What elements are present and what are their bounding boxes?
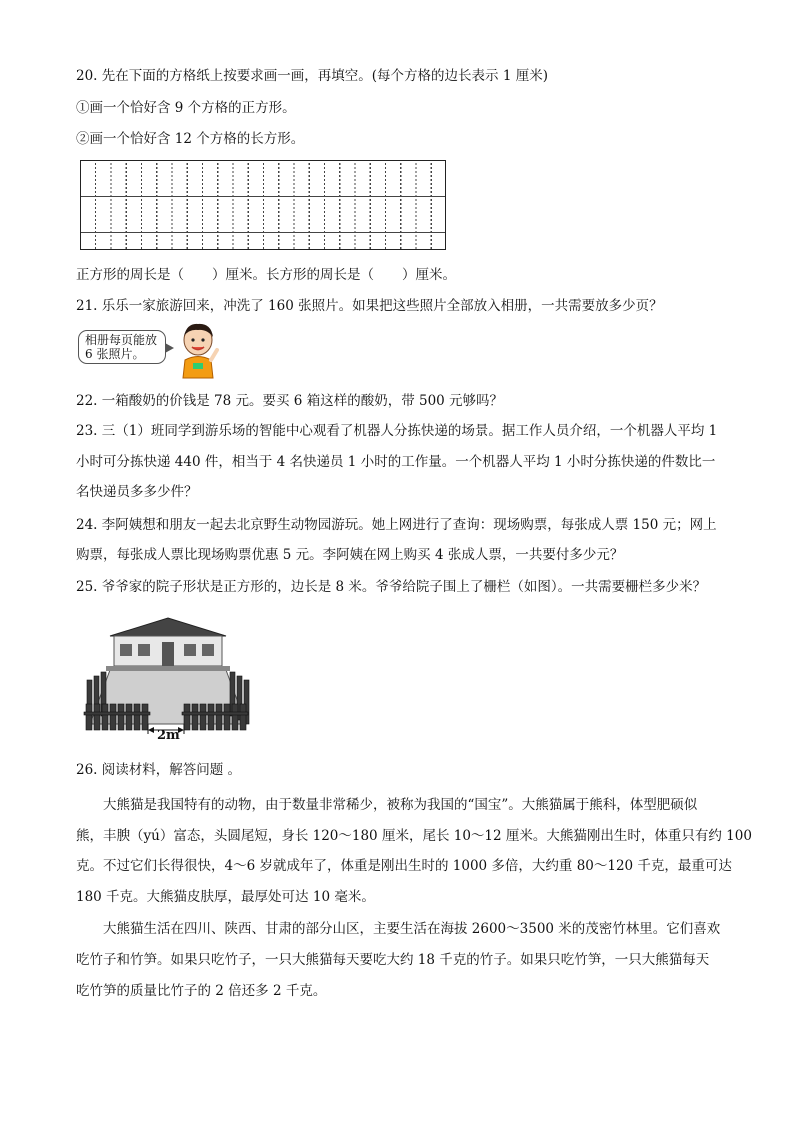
q21-title: 21. 乐乐一家旅游回来，冲洗了 160 张照片。如果把这些照片全部放入相册，一共需要放多少页？ [76,298,663,314]
boy-illustration-icon [175,320,221,382]
q23-line-2: 小时可分拣快递 440 件，相当于 4 名快递员 1 小时的工作量。一个机器人平均 1 小时分拣快递的件数比一 [76,454,716,470]
q26-p1-line-2: 熊，丰腴（yú）富态，头圆尾短，身长 120～180 厘米，尾长 10～12 厘米。大熊猫刚出生时，体重只有约 100 [76,828,752,844]
q24-line-1: 24. 李阿姨想和朋友一起去北京野生动物园游玩。她上网进行了查询：现场购票，每张成人票 150 元；网上 [76,517,717,533]
q23-line-3: 名快递员多多少件？ [76,484,198,500]
q26-p2-line-1: 大熊猫生活在四川、陕西、甘肃的部分山区，主要生活在海拔 2600～3500 米的茂密竹林里。它们喜欢 [103,921,721,937]
q23-line-1: 23. 三（1）班同学到游乐场的智能中心观看了机器人分拣快递的场景。据工作人员介绍，一个机器人平均 1 [76,423,718,439]
grid-paper[interactable] [80,160,446,250]
q26-p1-line-3: 克。不过它们长得很快，4～6 岁就成年了，体重是刚出生时的 1000 多倍，大约重 80～120 千克，最重可达 [76,858,732,874]
bubble-line-1: 相册每页能放 [85,333,158,347]
q20-fill-a: 正方形的周长是（ [76,267,184,283]
q20-fill-b: ）厘米。长方形的周长是（ [212,267,374,283]
q20-item-2: ②画一个恰好含 12 个方格的长方形。 [76,131,305,147]
q26-p2-line-2: 吃竹子和竹笋。如果只吃竹子，一只大熊猫每天要吃大约 18 千克的竹子。如果只吃竹笋，一只大熊猫每天 [76,952,710,968]
q26-p2-line-3: 吃竹笋的质量比竹子的 2 倍还多 2 千克。 [76,983,327,999]
q20-fill-in [76,265,724,285]
q24-line-2: 购票，每张成人票比现场购票优惠 5 元。李阿姨在网上购买 4 张成人票，一共要付多少元？ [76,547,624,563]
q22-title: 22. 一箱酸奶的价钱是 78 元。要买 6 箱这样的酸奶，带 500 元够吗？ [76,393,504,409]
q26-title: 26. 阅读材料，解答问题 。 [76,762,242,778]
q26-p1-line-1: 大熊猫是我国特有的动物，由于数量非常稀少，被称为我国的“国宝”。大熊猫属于熊科，体型肥硕似 [103,797,698,813]
house-yard-illustration [80,612,256,744]
q26-p1-line-4: 180 千克。大熊猫皮肤厚，最厚处可达 10 毫米。 [76,889,375,905]
q20-item-1: ①画一个恰好含 9 个方格的正方形。 [76,100,296,116]
q25-title: 25. 爷爷家的院子形状是正方形的，边长是 8 米。爷爷给院子围上了栅栏（如图）。一共需要栅栏多少米？ [76,579,707,595]
bubble-line-2: 6 张照片。 [85,347,145,361]
speech-bubble [78,330,166,364]
q20-fill-c: ）厘米。 [402,267,456,283]
dimension-label: 2m [157,728,180,743]
q20-title: 20. 先在下面的方格纸上按要求画一画，再填空。(每个方格的边长表示 1 厘米) [76,68,548,84]
